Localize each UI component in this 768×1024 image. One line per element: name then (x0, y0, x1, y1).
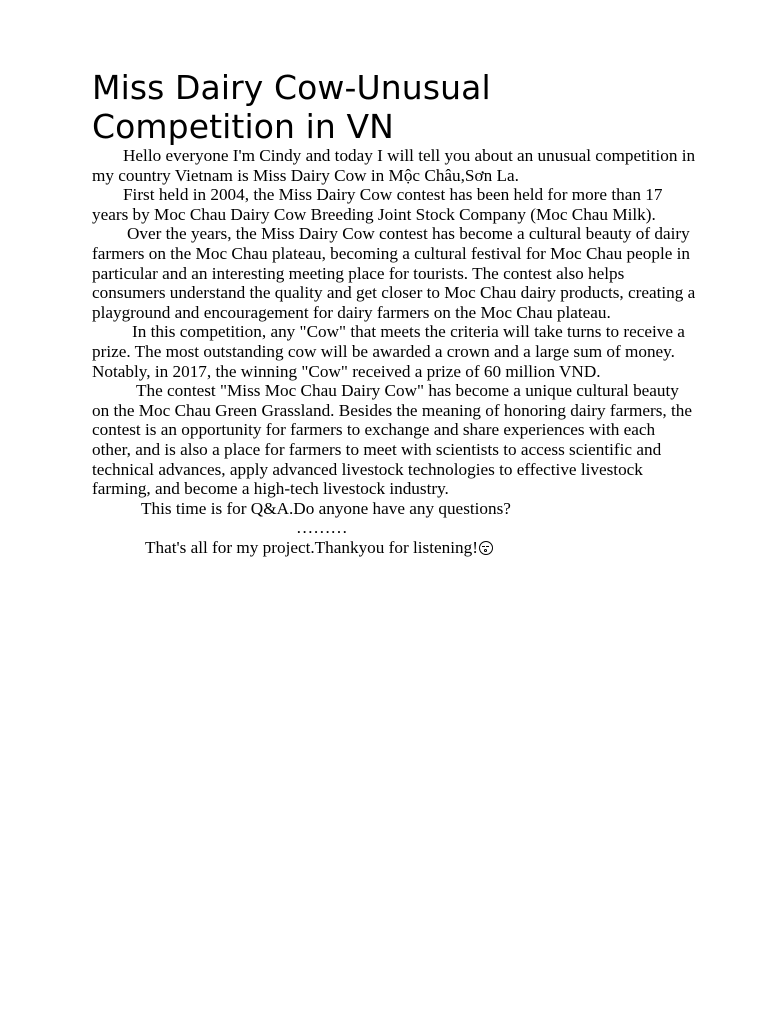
paragraph-history: First held in 2004, the Miss Dairy Cow contest has been held for more than 17 years by Moc Chau Dairy Cow Breeding Joint Stock Company (Moc Chau Milk). (92, 185, 663, 224)
paragraph-intro: Hello everyone I'm Cindy and today I will tell you about an unusual competition in my country Vietnam is Miss Dairy Cow in Mộc Châu,Sơn La. (92, 146, 696, 185)
closing-text: That's all for my project.Thankyou for listening! (145, 537, 478, 557)
paragraph-closing (92, 538, 696, 558)
document-body (92, 146, 696, 557)
paragraph-culture: Over the years, the Miss Dairy Cow contest has become a cultural beauty of dairy farmers on the Moc Chau plateau, becoming a cultural festival for Moc Chau people in particular and an interesting meeting place for tourists. The contest also helps consumers understand the quality and get closer to Moc Chau dairy products, creating a playground and encouragement for dairy farmers on the Moc Chau plateau. (92, 224, 696, 322)
document-title: Miss Dairy Cow-Unusual Competition in VN (92, 68, 491, 146)
paragraph-ellipsis: ……… (296, 518, 348, 538)
kissing-face-icon (479, 541, 493, 555)
paragraph-prize: In this competition, any "Cow" that meets the criteria will take turns to receive a prize. The most outstanding cow will be awarded a crown and a large sum of money. Notably, in 2017, the winning "Cow" received a prize of 60 million VND. (92, 322, 685, 381)
paragraph-meaning: The contest "Miss Moc Chau Dairy Cow" has become a unique cultural beauty on the Moc Chau Green Grassland. Besides the meaning of honoring dairy farmers, the contest is an opportunity for farmers to exchange and share experiences with each other, and is also a place for farmers to meet with scientists to access scientific and technical advances, apply advanced livestock technologies to effective livestock farming, and become a high-tech livestock industry. (92, 381, 692, 499)
paragraph-questions: This time is for Q&A.Do anyone have any questions? (141, 498, 511, 518)
document-page (92, 68, 696, 557)
